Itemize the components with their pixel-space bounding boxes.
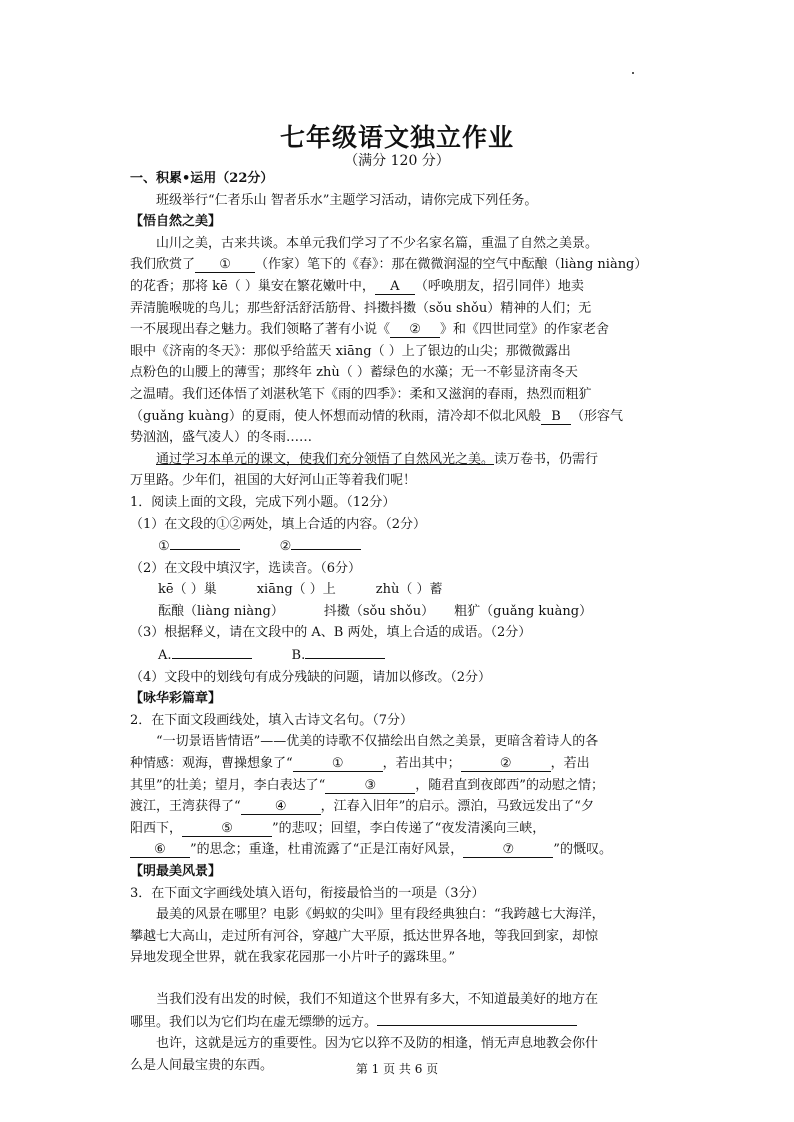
answer-blank-1[interactable]: ① (195, 258, 255, 273)
passage-line: 势汹汹，盛气凌人）的冬雨…… (130, 430, 313, 446)
poem-blank-5[interactable]: ⑤ (182, 822, 272, 837)
passage-line: 最美的风景在哪里？电影《蚂蚁的尖叫》里有段经典独白：“我跨越七大海洋， (156, 907, 605, 923)
passage-line: 么是人间最宝贵的东西。 (130, 1057, 274, 1073)
underlined-sentence: 通过学习本单元的课文，使我们充分领悟了自然风光之美。 (156, 451, 495, 467)
question-1: 1．阅读上面的文段，完成下列小题。（12分） (130, 494, 396, 510)
passage-line: 一不展现出春之魅力。我们领略了著有小说《 ② 》和《四世同堂》的作家老舍 (130, 322, 610, 338)
passage-line: 点粉色的山腰上的薄雪；那终年 zhù（ ）蓄绿色的水藻；无一不彰显济南冬天 (130, 365, 578, 381)
passage-line: 的花香；那将 kē（ ）巢安在繁花嫩叶中， A （呼唤朋友，招引同伴）地卖 (130, 278, 584, 294)
subsection-heading: 【悟自然之美】 (130, 214, 222, 230)
poem-blank-4[interactable]: ④ (241, 800, 321, 815)
question-1-2: （2）在文段中填汉字，选读音。（6分） (130, 560, 362, 576)
poem-blank-1[interactable]: ① (293, 757, 383, 772)
question-1-3: （3）根据释义，请在文段中的 A、B 两处，填上合适的成语。（2分） (130, 625, 532, 641)
sentence-blank[interactable] (377, 1011, 577, 1026)
passage-line: 也许，这就是远方的重要性。因为它以猝不及防的相逢，悄无声息地教会你什 (156, 1036, 599, 1052)
poem-blank-7[interactable]: ⑦ (463, 843, 553, 858)
passage-line: 渡江，王湾获得了“ ④ ，江春入旧年”的启示。漂泊，马致远发出了“夕 (130, 799, 594, 815)
answer-row: ① ② (130, 535, 670, 558)
question-3: 3．在下面文字画线处填入语句，衔接最恰当的一项是（3分） (130, 885, 485, 901)
question-1-1: （1）在文段的①②两处，填上合适的内容。（2分） (130, 516, 427, 532)
passage-line: 通过学习本单元的课文，使我们充分领悟了自然风光之美。读万卷书，仍需行 (156, 451, 599, 467)
page-title: 七年级语文独立作业 (279, 123, 514, 152)
poem-blank-3[interactable]: ③ (325, 779, 415, 794)
passage-line: 万里路。少年们，祖国的大好河山正等着我们呢！ (130, 473, 417, 489)
passage-line: （guǎng kuàng）的夏雨，使人怀想而动情的秋雨，清冷却不似北风般 B （形容气 (130, 408, 623, 424)
scan-speck (632, 72, 634, 74)
passage-line: “一切景语皆情语”——优美的诗歌不仅描绘出自然之美景，更暗含着诗人的各 (156, 734, 599, 750)
passage-line: 当我们没有出发的时候，我们不知道这个世界有多大，不知道最美好的地方在 (156, 991, 599, 1007)
passage-line: 种情感：观海，曹操想象了“ ① ，若出其中； ② ，若出 (130, 756, 590, 772)
document-body (130, 168, 670, 1076)
passage-line: 我们欣赏了 ① （作家）笔下的《春》：那在微微润湿的空气中酝酿（liàng niàng） (130, 257, 648, 273)
answer-blank-B[interactable]: B (541, 410, 571, 425)
question-2: 2．在下面文段画线处，填入古诗文名句。（7分） (130, 712, 414, 728)
answer-row: A. B. (130, 644, 670, 667)
page-footer: 第 1 页 共 6 页 (355, 1062, 439, 1076)
passage-line: 其里”的壮美；望月，李白表达了“ ③ ，随君直到夜郎西”的动慰之情； (130, 777, 604, 793)
passage-line: 眼中《济南的冬天》：那似乎给蓝天 xiāng（ ）上了银边的山尖；那微微露出 (130, 343, 571, 359)
passage-line: 攀越七大高山，走过所有河谷，穿越广大平原，抵达世界各地，等我回到家，却惊 (130, 928, 599, 944)
pronunciation-row: 酝酿（liàng niàng） 抖擞（sǒu shǒu） 粗犷（guǎng kuàng） (158, 603, 593, 619)
passage-line: 之温晴。我们还体悟了刘湛秋笔下《雨的四季》：柔和又滋润的春雨，热烈而粗犷 (130, 386, 592, 402)
answer-blank-A[interactable]: A (375, 280, 415, 295)
section-heading: 一、积累•运用（22分） (130, 171, 274, 186)
answer-blank-2[interactable]: ② (390, 323, 440, 338)
intro-text: 班级举行“仁者乐山 智者乐水”主题学习活动，请你完成下列任务。 (156, 192, 538, 208)
question-1-4: （4）文段中的划线句有成分残缺的问题，请加以修改。（2分） (130, 669, 492, 685)
passage-line: 异地发现全世界，就在我家花园那一小片叶子的露珠里。” (130, 950, 456, 966)
passage-line: 山川之美，古来共谈。本单元我们学习了不少名家名篇，重温了自然之美景。 (156, 235, 599, 251)
answer-field-B[interactable] (305, 644, 385, 659)
passage-line: 弄清脆喉咙的鸟儿；那些舒活舒活筋骨、抖擞抖擞（sǒu shǒu）精神的人们；无 (130, 300, 592, 316)
passage-line: 哪里。我们以为它们均在虚无缥缈的远方。 (130, 1011, 670, 1034)
answer-field-1[interactable] (170, 535, 240, 550)
poem-blank-2[interactable]: ② (461, 757, 551, 772)
answer-field-2[interactable] (291, 535, 361, 550)
subsection-heading: 【明最美风景】 (130, 864, 222, 879)
answer-field-A[interactable] (172, 644, 252, 659)
fill-char-row: kē（ ）巢 xiāng（ ）上 zhù（ ）蓄 (158, 582, 443, 598)
subsection-heading: 【咏华彩篇章】 (130, 691, 222, 707)
passage-line: ⑥ ”的思念；重逢，杜甫流露了“正是江南好风景， ⑦ ”的慨叹。 (130, 839, 670, 861)
poem-blank-6[interactable]: ⑥ (130, 843, 190, 858)
passage-line: 阳西下， ⑤ ”的悲叹；回望，李白传递了“夜发清溪向三峡， (130, 820, 546, 836)
page-subtitle: （满分 120 分） (344, 153, 450, 169)
